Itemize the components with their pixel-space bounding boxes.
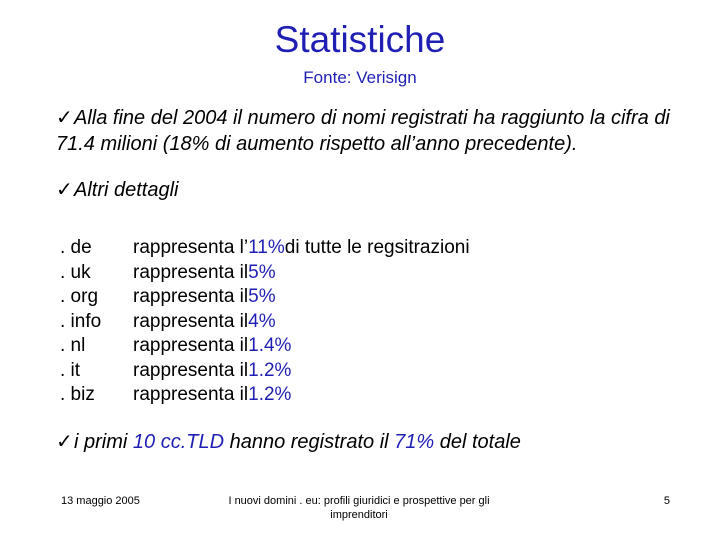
slide-subtitle: Fonte: Verisign [303,68,417,87]
tld-name: . it [60,359,81,381]
tld-prefix: rappresenta il [133,384,249,405]
tld-name: . biz [60,384,95,405]
bullet-cctld [56,428,696,455]
slide-title: Statistiche [274,19,446,60]
tld-row [60,261,470,286]
tld-row [60,236,470,261]
tld-prefix: rappresenta il [133,286,249,307]
page-number: 5 [663,495,670,507]
tld-prefix: rappresenta il [133,261,249,283]
bullet-text-part: hanno registrato il [224,431,395,453]
tld-prefix: rappresenta il [133,310,249,332]
tld-row [60,334,470,359]
tld-percent: 1.4% [248,335,292,356]
bullet-details [56,176,696,203]
footer-title: I nuovi domini . eu: profili giuridici e prospettive per gli imprenditori [228,495,490,521]
tld-name: . org [60,286,99,307]
tld-percent: 5% [248,261,276,283]
bullet-text-part: i primi [74,431,133,453]
bullet-registrations [56,104,696,157]
tld-row [60,359,470,384]
checkmark-icon: ✓ [56,105,73,129]
tld-percent: 5% [248,286,276,307]
bullet-text-part: del totale [434,431,521,453]
tld-row [60,285,470,310]
tld-percent: 1.2% [248,384,292,405]
tld-prefix: rappresenta il [133,359,249,381]
bullet-highlight: 71% [394,431,435,453]
bullet-text: Altri dettagli [74,179,179,201]
tld-row [60,383,470,408]
tld-name: . nl [60,335,86,356]
bullet-text: Alla fine del 2004 il numero di nomi registrati ha raggiunto la cifra di 71.4 milioni (18% di aumento rispetto all’anno precedente). [56,107,670,155]
tld-percent: 1.2% [248,359,292,381]
tld-share-list [60,236,470,408]
tld-percent: 11% [248,237,285,258]
tld-name: . uk [60,261,91,283]
checkmark-icon: ✓ [56,429,73,453]
tld-name: . de [60,237,92,258]
checkmark-icon: ✓ [56,177,73,201]
tld-suffix: di tutte le regsitrazioni [284,237,470,258]
tld-row [60,310,470,335]
tld-percent: 4% [248,310,276,332]
footer-date: 13 maggio 2005 [61,495,140,507]
tld-prefix: rappresenta il [133,335,249,356]
tld-prefix: rappresenta l’ [133,237,249,258]
bullet-highlight: 10 cc.TLD [132,431,225,453]
tld-name: . info [60,310,102,332]
